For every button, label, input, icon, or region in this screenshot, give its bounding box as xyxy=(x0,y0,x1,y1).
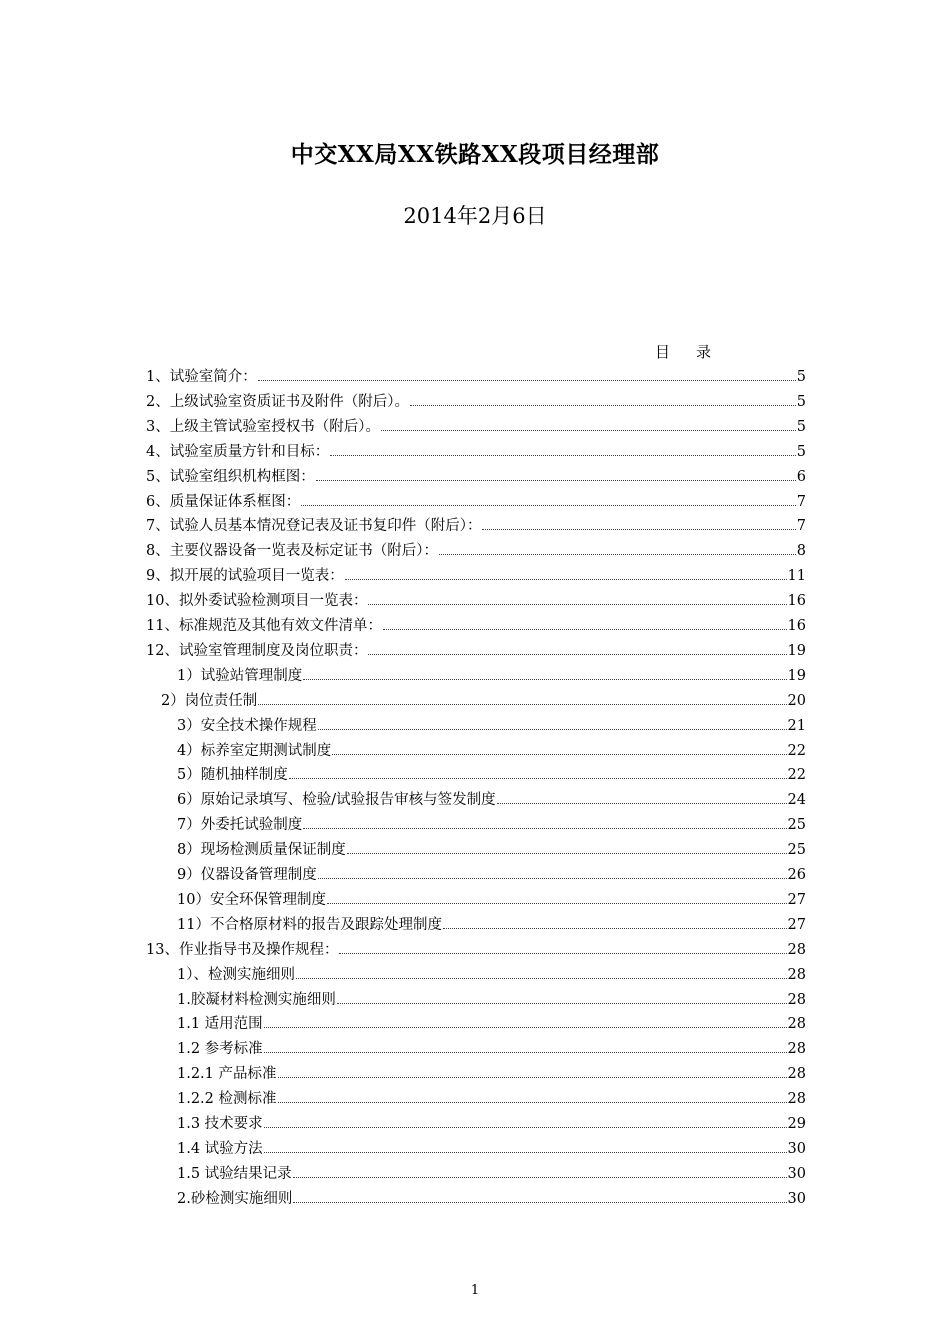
toc-entry-page: 16 xyxy=(787,593,806,610)
toc-leader-dots xyxy=(264,1036,787,1053)
toc-leader-dots xyxy=(345,563,787,580)
toc-entry[interactable] xyxy=(177,787,806,809)
toc-leader-dots xyxy=(278,1061,787,1078)
toc-entry-label: 5、试验室组织机构框图： xyxy=(146,468,315,485)
toc-entry-page: 27 xyxy=(787,891,806,908)
toc-leader-dots xyxy=(337,987,787,1004)
toc-entry-label: 1.胶凝材料检测实施细则 xyxy=(177,991,336,1008)
toc-entry-page: 29 xyxy=(787,1116,806,1132)
toc-leader-dots xyxy=(258,688,786,705)
toc-entry[interactable] xyxy=(146,588,806,610)
toc-entry[interactable] xyxy=(146,389,806,411)
toc-entry[interactable] xyxy=(177,713,806,735)
toc-entry-label: 4、试验室质量方针和目标： xyxy=(146,443,330,460)
toc-entry-page: 5 xyxy=(796,393,806,410)
toc-entry-page: 28 xyxy=(787,1016,806,1033)
toc-leader-dots xyxy=(318,862,787,879)
toc-leader-dots xyxy=(332,738,786,755)
toc-entry-page: 6 xyxy=(796,468,806,485)
toc-entry-page: 25 xyxy=(787,842,806,859)
toc-entry-page: 25 xyxy=(787,817,806,834)
toc-entry-label: 11）不合格原材料的报告及跟踪处理制度 xyxy=(177,916,442,933)
toc-entry[interactable] xyxy=(177,887,806,909)
toc-entry-label: 2）岗位责任制 xyxy=(161,692,258,709)
toc-entry-label: 1.1 适用范围 xyxy=(177,1016,263,1033)
document-title: 中交XX局XX铁路XX段项目经理部 xyxy=(290,141,660,168)
toc-leader-dots xyxy=(303,663,786,680)
toc-leader-dots xyxy=(327,887,787,904)
toc-entry-label: 5）随机抽样制度 xyxy=(177,767,288,784)
toc-leader-dots xyxy=(439,538,796,555)
toc-entry[interactable] xyxy=(177,1011,806,1033)
toc-leader-dots xyxy=(383,613,787,630)
toc-entry-label: 7）外委托试验制度 xyxy=(177,817,303,834)
toc-entry-page: 30 xyxy=(787,1140,806,1157)
toc-entry-page: 5 xyxy=(796,443,806,460)
toc-leader-dots xyxy=(293,1186,786,1203)
toc-entry-label: 3、上级主管试验室授权书（附后）。 xyxy=(146,418,380,435)
toc-entry-page: 19 xyxy=(787,667,806,684)
toc-entry-page: 28 xyxy=(787,1066,806,1083)
toc-leader-dots xyxy=(443,912,787,929)
toc-entry-page: 22 xyxy=(787,742,806,759)
toc-entry-page: 28 xyxy=(787,991,806,1008)
toc-entry-page: 5 xyxy=(796,418,806,435)
toc-entry-label: 7、试验人员基本情况登记表及证书复印件（附后）： xyxy=(146,518,482,535)
toc-entry-label: 6、质量保证体系框图： xyxy=(146,493,301,510)
toc-entry[interactable] xyxy=(177,738,806,760)
toc-leader-dots xyxy=(339,937,786,954)
toc-entry[interactable] xyxy=(177,912,806,934)
toc-entry-label: 2.砂检测实施细则 xyxy=(177,1190,293,1207)
toc-entry[interactable] xyxy=(146,364,806,386)
toc-entry[interactable] xyxy=(177,1061,806,1083)
toc-leader-dots xyxy=(316,464,796,481)
toc-entry-label: 1.4 试验方法 xyxy=(177,1140,263,1157)
toc-leader-dots xyxy=(293,1161,787,1178)
toc-entry[interactable] xyxy=(146,439,806,461)
toc-entry-page: 22 xyxy=(787,767,806,784)
toc-entry-label: 12、试验室管理制度及岗位职责： xyxy=(146,642,368,659)
toc-entry-page: 28 xyxy=(787,966,806,983)
toc-leader-dots xyxy=(318,713,787,730)
toc-entry-page: 8 xyxy=(796,543,806,560)
toc-entry[interactable] xyxy=(177,1161,806,1183)
toc-entry-page: 21 xyxy=(787,717,806,734)
toc-entry[interactable] xyxy=(146,489,806,511)
toc-entry[interactable] xyxy=(177,1111,806,1133)
toc-entry-label: 1、试验室简介： xyxy=(146,369,257,385)
toc-entry-label: 10、拟外委试验检测项目一览表： xyxy=(146,593,368,610)
toc-entry[interactable] xyxy=(177,862,806,884)
toc-entry-page: 24 xyxy=(787,792,806,809)
toc-entry[interactable] xyxy=(146,538,806,560)
toc-entry-page: 28 xyxy=(787,1091,806,1108)
toc-leader-dots xyxy=(264,1111,787,1128)
toc-entry-page: 19 xyxy=(787,642,806,659)
toc-entry[interactable] xyxy=(146,513,806,535)
toc-leader-dots xyxy=(381,414,796,431)
toc-leader-dots xyxy=(258,364,796,381)
toc-entry[interactable] xyxy=(177,962,806,984)
toc-entry-label: 9）仪器设备管理制度 xyxy=(177,867,317,883)
toc-heading: 目录 xyxy=(655,343,738,361)
toc-entry-label: 4）标养室定期测试制度 xyxy=(177,742,332,759)
toc-entry-page: 30 xyxy=(787,1190,806,1207)
toc-entry-page: 28 xyxy=(787,941,806,958)
toc-entry-label: 6）原始记录填写、检验/试验报告审核与签发制度 xyxy=(177,792,496,809)
toc-leader-dots xyxy=(278,1086,787,1103)
toc-leader-dots xyxy=(410,389,796,406)
toc-entry[interactable] xyxy=(177,987,806,1009)
toc-entry-label: 1）、检测实施细则 xyxy=(177,966,295,983)
toc-leader-dots xyxy=(368,588,786,605)
toc-entry[interactable] xyxy=(146,613,806,635)
toc-entry-label: 1.2.2 检测标准 xyxy=(177,1091,277,1108)
toc-leader-dots xyxy=(289,762,787,779)
toc-entry-label: 1.2 参考标准 xyxy=(177,1041,263,1058)
page-number: 1 xyxy=(470,1283,480,1298)
toc-entry[interactable] xyxy=(146,638,806,660)
toc-entry-label: 13、作业指导书及操作规程： xyxy=(146,941,339,958)
toc-entry[interactable] xyxy=(177,1036,806,1058)
toc-entry[interactable] xyxy=(146,414,806,436)
toc-leader-dots xyxy=(264,1011,787,1028)
toc-entry-page: 5 xyxy=(796,369,806,385)
toc-entry[interactable] xyxy=(177,663,806,685)
toc-entry-label: 1.2.1 产品标准 xyxy=(177,1066,277,1083)
toc-leader-dots xyxy=(296,962,787,979)
toc-entry-page: 7 xyxy=(796,493,806,510)
toc-entry-label: 2、上级试验室资质证书及附件（附后）。 xyxy=(146,393,409,410)
toc-entry-label: 8）现场检测质量保证制度 xyxy=(177,842,346,859)
toc-entry[interactable] xyxy=(146,937,806,959)
toc-entry-label: 9、拟开展的试验项目一览表： xyxy=(146,568,344,585)
toc-entry-page: 30 xyxy=(787,1165,806,1182)
toc-entry-page: 26 xyxy=(787,867,806,883)
toc-leader-dots xyxy=(368,638,786,655)
toc-leader-dots xyxy=(482,513,795,530)
toc-entry[interactable] xyxy=(146,563,806,585)
toc-entry-page: 28 xyxy=(787,1041,806,1058)
toc-entry[interactable] xyxy=(177,837,806,859)
toc-entry-label: 3）安全技术操作规程 xyxy=(177,717,317,734)
toc-leader-dots xyxy=(347,837,787,854)
toc-entry[interactable] xyxy=(177,1136,806,1158)
toc-entry[interactable] xyxy=(177,1086,806,1108)
toc-leader-dots xyxy=(264,1136,787,1153)
toc-entry[interactable] xyxy=(161,688,806,710)
toc-entry[interactable] xyxy=(177,762,806,784)
toc-entry-page: 27 xyxy=(787,916,806,933)
toc-entry[interactable] xyxy=(177,1186,806,1208)
toc-entry[interactable] xyxy=(177,812,806,834)
toc-entry-page: 7 xyxy=(796,518,806,535)
toc-entry-page: 11 xyxy=(787,568,806,585)
toc-entry[interactable] xyxy=(146,464,806,486)
toc-entry-label: 10）安全环保管理制度 xyxy=(177,891,326,908)
toc-entry-label: 1.3 技术要求 xyxy=(177,1116,263,1132)
toc-leader-dots xyxy=(497,787,787,804)
toc-leader-dots xyxy=(330,439,796,456)
toc-entry-page: 20 xyxy=(787,692,806,709)
toc-leader-dots xyxy=(301,489,796,506)
toc-entry-label: 1）试验站管理制度 xyxy=(177,667,303,684)
toc-entry-page: 16 xyxy=(787,618,806,634)
toc-entry-label: 1.5 试验结果记录 xyxy=(177,1165,292,1182)
toc-leader-dots xyxy=(303,812,786,829)
document-date: 2014年2月6日 xyxy=(403,204,547,228)
toc-entry-label: 11、标准规范及其他有效文件清单： xyxy=(146,618,382,634)
toc-entry-label: 8、主要仪器设备一览表及标定证书（附后）： xyxy=(146,543,438,560)
